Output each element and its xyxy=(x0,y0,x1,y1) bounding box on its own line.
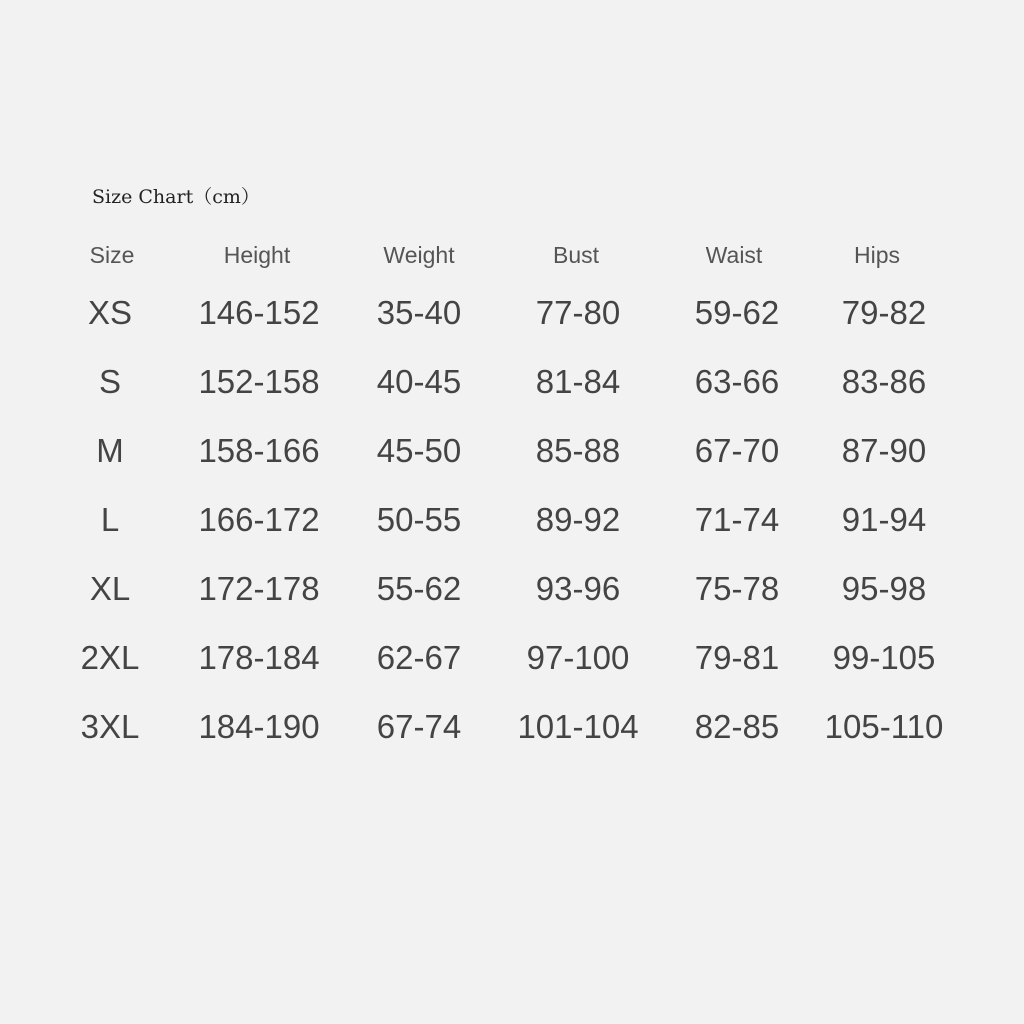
weight-cell: 35-40 xyxy=(376,294,462,331)
column-header-bust: Bust xyxy=(552,242,600,268)
waist-cell: 67-70 xyxy=(694,432,780,469)
height-cell: 146-152 xyxy=(198,294,320,331)
size-cell: L xyxy=(100,501,120,538)
bust-cell: 93-96 xyxy=(535,570,621,607)
column-header-size: Size xyxy=(89,242,135,268)
table-row xyxy=(0,425,1024,477)
column-header-hips: Hips xyxy=(853,242,901,268)
size-cell: M xyxy=(96,432,124,469)
table-row xyxy=(0,356,1024,408)
hips-cell: 95-98 xyxy=(841,570,927,607)
weight-cell: 40-45 xyxy=(376,363,462,400)
column-header-height: Height xyxy=(223,242,291,268)
bust-cell: 89-92 xyxy=(535,501,621,538)
hips-cell: 99-105 xyxy=(832,639,936,676)
weight-cell: 67-74 xyxy=(376,708,462,745)
size-cell: S xyxy=(98,363,122,400)
height-cell: 172-178 xyxy=(198,570,320,607)
hips-cell: 105-110 xyxy=(824,708,944,745)
size-chart-title: Size Chart（cm） xyxy=(92,186,260,208)
weight-cell: 50-55 xyxy=(376,501,462,538)
size-cell: 2XL xyxy=(80,639,140,676)
waist-cell: 75-78 xyxy=(694,570,780,607)
hips-cell: 91-94 xyxy=(841,501,927,538)
waist-cell: 59-62 xyxy=(694,294,780,331)
bust-cell: 81-84 xyxy=(535,363,621,400)
column-header-weight: Weight xyxy=(383,242,455,268)
height-cell: 166-172 xyxy=(198,501,320,538)
hips-cell: 83-86 xyxy=(841,363,927,400)
waist-cell: 71-74 xyxy=(694,501,780,538)
table-row xyxy=(0,287,1024,339)
weight-cell: 62-67 xyxy=(376,639,462,676)
bust-cell: 85-88 xyxy=(535,432,621,469)
bust-cell: 101-104 xyxy=(517,708,639,745)
weight-cell: 45-50 xyxy=(376,432,462,469)
waist-cell: 79-81 xyxy=(694,639,780,676)
height-cell: 158-166 xyxy=(198,432,320,469)
bust-cell: 77-80 xyxy=(535,294,621,331)
column-header-waist: Waist xyxy=(705,242,763,268)
size-cell: XL xyxy=(89,570,131,607)
table-row xyxy=(0,632,1024,684)
hips-cell: 87-90 xyxy=(841,432,927,469)
height-cell: 152-158 xyxy=(198,363,320,400)
size-cell: XS xyxy=(87,294,133,331)
height-cell: 178-184 xyxy=(198,639,320,676)
hips-cell: 79-82 xyxy=(841,294,927,331)
waist-cell: 82-85 xyxy=(694,708,780,745)
size-cell: 3XL xyxy=(80,708,140,745)
table-row xyxy=(0,494,1024,546)
waist-cell: 63-66 xyxy=(694,363,780,400)
height-cell: 184-190 xyxy=(198,708,320,745)
table-header-row xyxy=(0,233,1024,277)
table-row xyxy=(0,701,1024,753)
table-row xyxy=(0,563,1024,615)
bust-cell: 97-100 xyxy=(526,639,630,676)
weight-cell: 55-62 xyxy=(376,570,462,607)
